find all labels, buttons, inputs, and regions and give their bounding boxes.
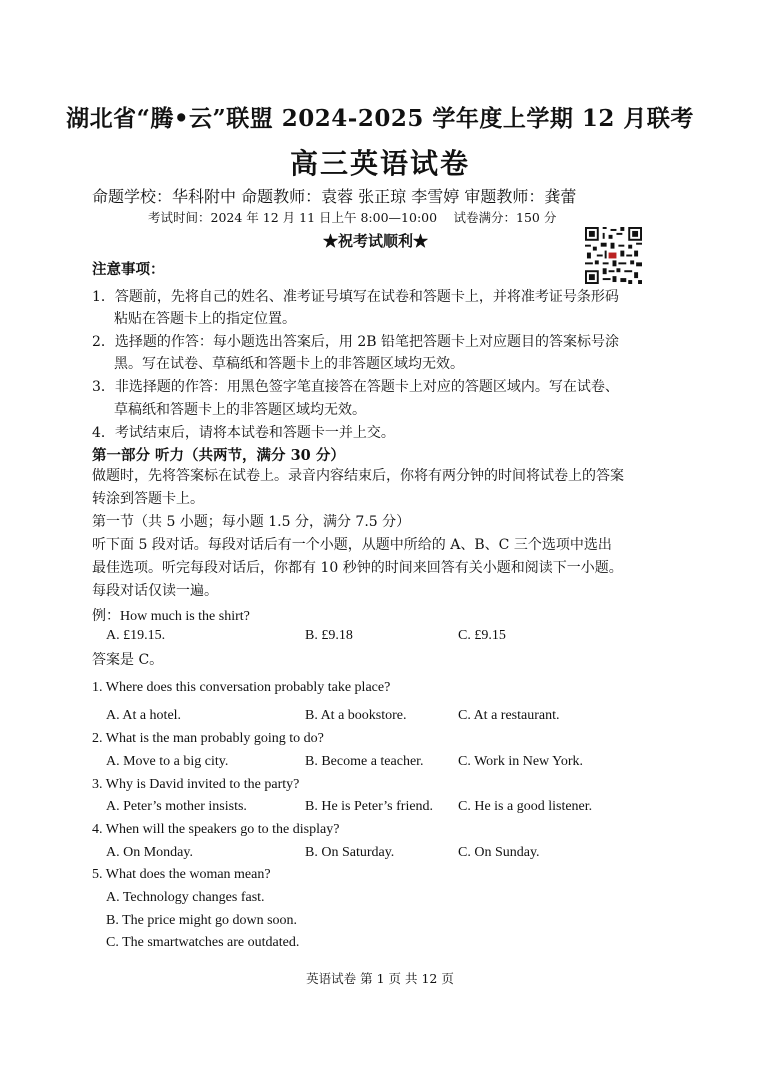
option: B. He is Peter’s friend.	[305, 799, 434, 814]
notice-item: 草稿纸和答题卡上的非答题区域均无效。	[114, 402, 366, 418]
notice-item: 1．答题前，先将自己的姓名、准考证号填写在试卷和答题卡上，并将准考证号条形码	[92, 289, 619, 305]
section-instruction: 最佳选项。听完每段对话后，你都有 10 秒钟的时间来回答有关小题和阅读下一小题。	[92, 560, 623, 576]
section-heading: 第一节（共 5 小题；每小题 1.5 分，满分 7.5 分）	[92, 514, 411, 530]
qr-code-icon	[585, 227, 642, 284]
option: C. On Sunday.	[458, 845, 540, 860]
option: C. He is a good listener.	[458, 799, 593, 814]
exam-title: 湖北省“腾•云”联盟 2024-2025 学年度上学期 12 月联考	[66, 105, 694, 132]
question: 1. Where does this conversation probably take place?	[92, 680, 391, 695]
notice-heading: 注意事项：	[92, 261, 165, 278]
question: 5. What does the woman mean?	[92, 867, 271, 882]
option: A. At a hotel.	[106, 708, 182, 723]
option: B. At a bookstore.	[305, 708, 407, 723]
part-instruction: 做题时，先将答案标在试卷上。录音内容结束后，你将有两分钟的时间将试卷上的答案	[92, 468, 624, 484]
example-option: C. £9.15	[458, 628, 506, 643]
part-instruction: 转涂到答题卡上。	[92, 491, 204, 507]
example-option: B. £9.18	[305, 628, 353, 643]
option: B. Become a teacher.	[305, 754, 424, 769]
option: A. Peter’s mother insists.	[106, 799, 247, 814]
option: B. The price might go down soon.	[106, 913, 298, 928]
subject-title: 高三英语试卷	[289, 147, 470, 180]
wish-line: ★祝考试顺利★	[323, 232, 429, 250]
notice-item: 4．考试结束后，请将本试卷和答题卡一并上交。	[92, 425, 395, 441]
notice-item: 3．非选择题的作答：用黑色签字笔直接答在答题卡上对应的答题区域内。写在试卷、	[92, 379, 619, 395]
exam-info: 考试时间：2024 年 12 月 11 日上午 8:00—10:00 试卷满分：150 分	[148, 210, 557, 225]
notice-item: 粘贴在答题卡上的指定位置。	[114, 311, 296, 327]
question: 4. When will the speakers go to the display?	[92, 822, 340, 837]
example-option: A. £19.15.	[106, 628, 166, 643]
option: A. Technology changes fast.	[106, 890, 265, 905]
example-question: 例：How much is the shirt?	[92, 609, 250, 624]
question: 2. What is the man probably going to do?	[92, 731, 324, 746]
page-footer: 英语试卷 第 1 页 共 12 页	[306, 971, 454, 986]
option: C. At a restaurant.	[458, 708, 560, 723]
part-heading: 第一部分 听力（共两节，满分 30 分）	[92, 447, 345, 464]
notice-item: 2．选择题的作答：每小题选出答案后，用 2B 铅笔把答题卡上对应题目的答案标号涂	[92, 334, 620, 350]
option: A. On Monday.	[106, 845, 193, 860]
example-answer: 答案是 C。	[92, 652, 164, 668]
option: B. On Saturday.	[305, 845, 395, 860]
option: C. The smartwatches are outdated.	[106, 935, 300, 950]
authors-line: 命题学校：华科附中 命题教师：袁蓉 张正琼 李雪婷 审题教师：龚蕾	[92, 187, 577, 206]
section-instruction: 每段对话仅读一遍。	[92, 583, 218, 599]
option: A. Move to a big city.	[106, 754, 229, 769]
section-instruction: 听下面 5 段对话。每段对话后有一个小题，从题中所给的 A、B、C 三个选项中选出	[92, 537, 612, 553]
notice-item: 黑。写在试卷、草稿纸和答题卡上的非答题区域均无效。	[114, 356, 464, 372]
question: 3. Why is David invited to the party?	[92, 777, 300, 792]
option: C. Work in New York.	[458, 754, 584, 769]
